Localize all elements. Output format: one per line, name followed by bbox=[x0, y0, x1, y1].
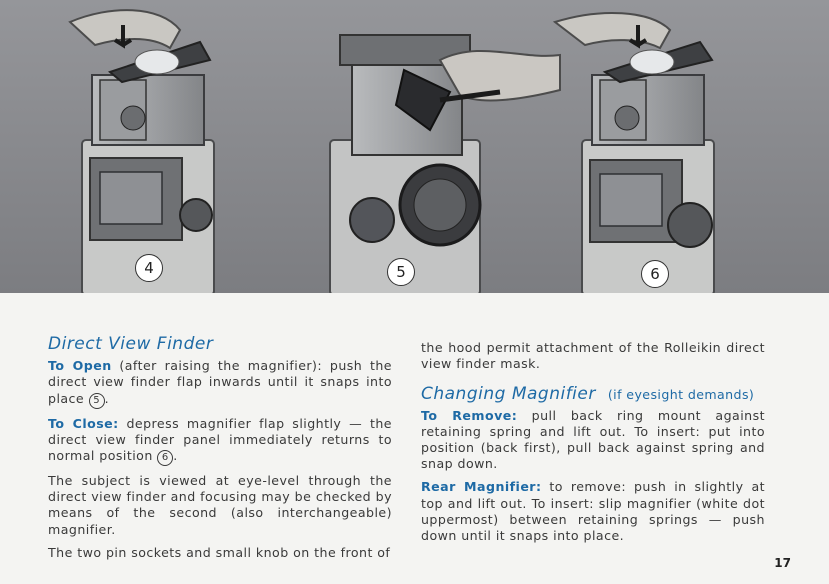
to-remove-text: pull back ring mount against retaining spring and lift out. To insert: put into position (back first), pull back against spring and snap down. bbox=[421, 407, 765, 472]
subject-paragraph: The subject is viewed at eye-level through the direct view finder and focusing may be checked by means of the second (also interchangeable) magnifier. bbox=[48, 473, 392, 537]
to-close-text: depress magnifier flap slightly — the direct view finder panel immediately returns to normal position bbox=[48, 415, 392, 464]
rear-magnifier-paragraph bbox=[421, 479, 765, 544]
changing-magnifier-heading-row bbox=[421, 386, 765, 403]
to-open-text: (after raising the magnifier): push the direct view finder flap inwards until it snaps into place bbox=[48, 358, 392, 406]
page-number: 17 bbox=[774, 556, 791, 570]
pin-sockets-paragraph: The two pin sockets and small knob on the front of bbox=[48, 544, 391, 560]
rear-magnifier-label: Rear Magnifier: bbox=[421, 479, 542, 495]
changing-magnifier-heading: Changing Magnifier bbox=[421, 384, 596, 405]
rolleikin-continuation: the hood permit attachment of the Rolleikin direct view finder mask. bbox=[421, 340, 765, 372]
left-text-column bbox=[48, 336, 392, 568]
figure-ref-6: 6 bbox=[157, 450, 173, 466]
step-number-4: 4 bbox=[135, 254, 163, 282]
to-close-label: To Close: bbox=[48, 415, 119, 431]
right-text-column bbox=[421, 340, 765, 551]
to-remove-paragraph bbox=[421, 408, 765, 473]
to-open-paragraph: To Open (after raising the magnifier): push the direct view finder flap inwards until it snaps into place 5 . bbox=[48, 358, 392, 408]
to-close-paragraph: To Close: depress magnifier flap slightly — the direct view finder panel immediately returns to normal position 6 . bbox=[48, 416, 392, 466]
figure-ref-5: 5 bbox=[89, 393, 105, 409]
step-number-5: 5 bbox=[387, 258, 415, 286]
step-number-6: 6 bbox=[641, 260, 669, 288]
rear-magnifier-text: to remove: push in slightly at top and lift out. To insert: slip magnifier (white dot uppermost) between retaining springs — push down until it snaps into place. bbox=[421, 479, 765, 544]
direct-view-finder-heading: Direct View Finder bbox=[48, 334, 214, 354]
to-open-label: To Open bbox=[48, 358, 112, 374]
to-remove-label: To Remove: bbox=[421, 407, 518, 423]
eyesight-note: (if eyesight demands) bbox=[607, 387, 755, 403]
